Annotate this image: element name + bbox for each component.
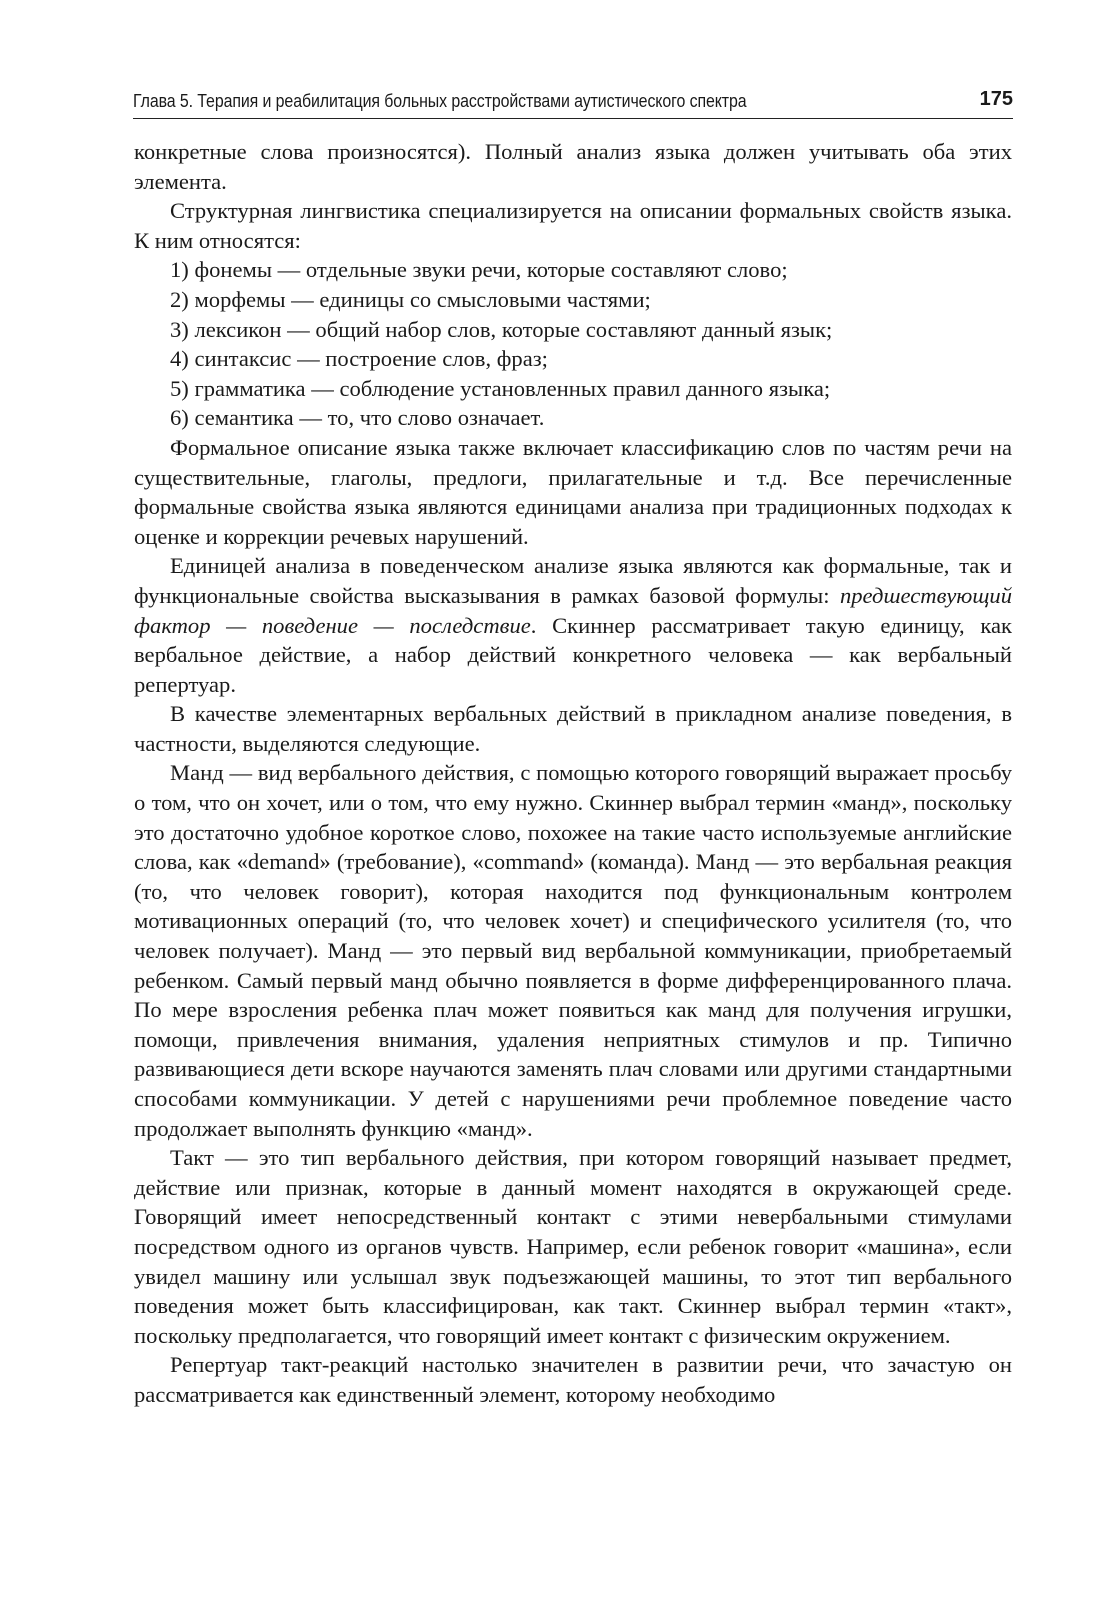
paragraph-formal-description: Формальное описание языка также включает классификацию слов по частям речи на существительные, глаголы, предлоги, прилагательные и т.д. Все перечисленные формальные свойства языка являются единицами анализа при традиционных подходах к оценке и коррекции речевых нарушений. bbox=[134, 434, 1012, 549]
paragraph-text: Единицей анализа в поведенческом анализе языка являются как формальные, так и функциональные свойства высказывания в рамках базовой формулы: bbox=[134, 553, 1012, 608]
list-item: 1) фонемы — отдельные звуки речи, которые составляют слово; bbox=[170, 257, 788, 283]
list-item: 4) синтаксис — построение слов, фраз; bbox=[170, 346, 548, 372]
list-item: 5) грамматика — соблюдение установленных правил данного языка; bbox=[170, 375, 831, 401]
paragraph-mand: Манд — вид вербального действия, с помощью которого говорящий выражает просьбу о том, что он хочет, или о том, что ему нужно. Скиннер выбрал термин «манд», поскольку это достаточно удобное короткое слово, похожее на такие часто используемые английские слова, как «demand» (требование), «command» (команда). Манд — это вербальная реакция (то, что человек говорит), которая находится под функциональным контролем мотивационных операций (то, что человек хочет) и специфического усилителя (то, что человек получает). Манд — это первый вид вербальной коммуникации, приобретаемый ребенком. Самый первый манд обычно появляется в форме дифференцированного плача. По мере взросления ребенка плач может появиться как манд для получения игрушки, помощи, привлечения внимания, удаления неприятных стимулов и пр. Типично развивающиеся дети вскоре научаются заменять плач словами или другими стандартными способами коммуникации. У детей с нарушениями речи проблемное поведение часто продолжает выполнять функцию «манд». bbox=[134, 760, 1012, 1141]
list-item: 2) морфемы — единицы со смысловыми частями; bbox=[170, 286, 651, 312]
list-item: 6) семантика — то, что слово означает. bbox=[170, 405, 545, 431]
running-header bbox=[133, 82, 1013, 119]
paragraph-elementary-actions: В качестве элементарных вербальных действий в прикладном анализе поведения, в частности, выделяются следующие. bbox=[134, 701, 1012, 756]
properties-list bbox=[134, 255, 1012, 433]
running-title: Глава 5. Терапия и реабилитация больных расстройствами аутистического спектра bbox=[133, 90, 747, 111]
paragraph-continuation: конкретные слова произносятся). Полный анализ языка должен учитывать оба этих элемента. bbox=[134, 139, 1012, 194]
formula-italic: предшествующий фактор — поведение — последствие bbox=[134, 582, 1012, 638]
paragraph-structural-linguistics: Структурная лингвистика специализируется на описании формальных свойств языка. К ним относятся: bbox=[134, 198, 1012, 253]
list-item: 3) лексикон — общий набор слов, которые составляют данный язык; bbox=[170, 316, 833, 342]
paragraph-tact: Такт — это тип вербального действия, при котором говорящий называет предмет, действие или признак, которые в данный момент находятся в окружающей среде. Говорящий имеет непосредственный контакт с этими невербальными стимулами посредством одного из органов чувств. Например, если ребенок говорит «машина», если увидел машину или услышал звук подъезжающей машины, то этот тип вербального поведения может быть классифицирован, как такт. Скиннер выбрал термин «такт», поскольку предполагается, что говорящий имеет контакт с физическим окружением. bbox=[134, 1145, 1012, 1348]
body-text bbox=[134, 137, 1012, 1410]
page-number: 175 bbox=[979, 88, 1013, 110]
paragraph-tact-repertoire: Репертуар такт-реакций настолько значителен в развитии речи, что зачастую он рассматривается как единственный элемент, которому необходимо bbox=[134, 1352, 1012, 1407]
paragraph-text: . Скиннер рассматривает такую единицу, как вербальное действие, а набор действий конкретного человека — как вербальный репертуар. bbox=[134, 612, 1012, 697]
paragraph-behavioral-analysis bbox=[134, 551, 1012, 699]
